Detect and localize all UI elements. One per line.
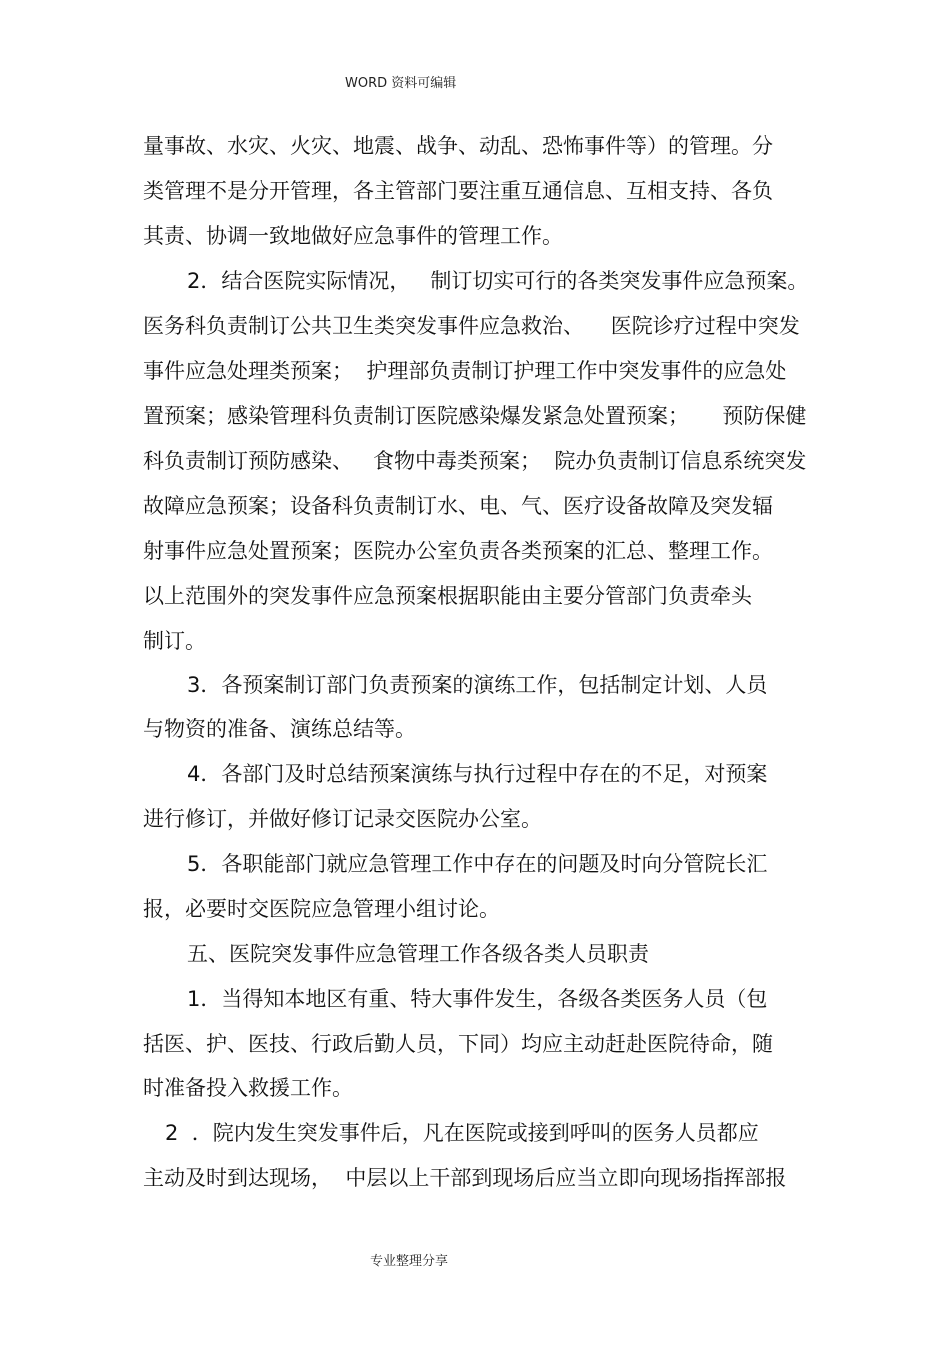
- text-line: 5．各职能部门就应急管理工作中存在的问题及时向分管院长汇: [187, 852, 768, 876]
- text-line: 故障应急预案；设备科负责制订水、电、气、医疗设备故障及突发辐: [143, 494, 773, 518]
- text-line: 时准备投入救援工作。: [143, 1076, 353, 1100]
- text-line: 与物资的准备、演练总结等。: [143, 717, 416, 741]
- text-line: 事件应急处理类预案； 护理部负责制订护理工作中突发事件的应急处: [143, 359, 787, 383]
- text-line: 1．当得知本地区有重、特大事件发生，各级各类医务人员（包: [187, 987, 768, 1011]
- text-line: 量事故、水灾、火灾、地震、战争、动乱、恐怖事件等）的管理。分: [143, 134, 773, 158]
- text-line: 置预案；感染管理科负责制订医院感染爆发紧急处置预案； 预防保健: [143, 404, 807, 428]
- section-heading: 五、医院突发事件应急管理工作各级各类人员职责: [187, 942, 649, 966]
- text-line: 医务科负责制订公共卫生类突发事件应急救治、 医院诊疗过程中突发: [143, 314, 800, 338]
- text-line: 类管理不是分开管理，各主管部门要注重互通信息、互相支持、各负: [143, 179, 773, 203]
- text-line: 报，必要时交医院应急管理小组讨论。: [143, 897, 500, 921]
- page-footer: 专业整理分享: [370, 1254, 449, 1269]
- text-line: 制订。: [143, 629, 206, 653]
- text-line: 射事件应急处置预案；医院办公室负责各类预案的汇总、整理工作。: [143, 539, 773, 563]
- text-line: 其责、协调一致地做好应急事件的管理工作。: [143, 224, 563, 248]
- text-line: 主动及时到达现场， 中层以上干部到现场后应当立即向现场指挥部报: [143, 1166, 787, 1190]
- page-header: WORD 资料可编辑: [345, 76, 457, 91]
- text-line: 2．结合医院实际情况， 制订切实可行的各类突发事件应急预案。: [187, 269, 809, 293]
- text-line: 进行修订，并做好修订记录交医院办公室。: [143, 807, 542, 831]
- text-line: 2 ．院内发生突发事件后，凡在医院或接到呼叫的医务人员都应: [165, 1121, 759, 1145]
- text-line: 科负责制订预防感染、 食物中毒类预案； 院办负责制订信息系统突发: [143, 449, 807, 473]
- text-line: 4．各部门及时总结预案演练与执行过程中存在的不足，对预案: [187, 762, 768, 786]
- text-line: 以上范围外的突发事件应急预案根据职能由主要分管部门负责牵头: [143, 584, 752, 608]
- text-line: 3．各预案制订部门负责预案的演练工作，包括制定计划、人员: [187, 673, 768, 697]
- text-line: 括医、护、医技、行政后勤人员，下同）均应主动赶赴医院待命，随: [143, 1032, 773, 1056]
